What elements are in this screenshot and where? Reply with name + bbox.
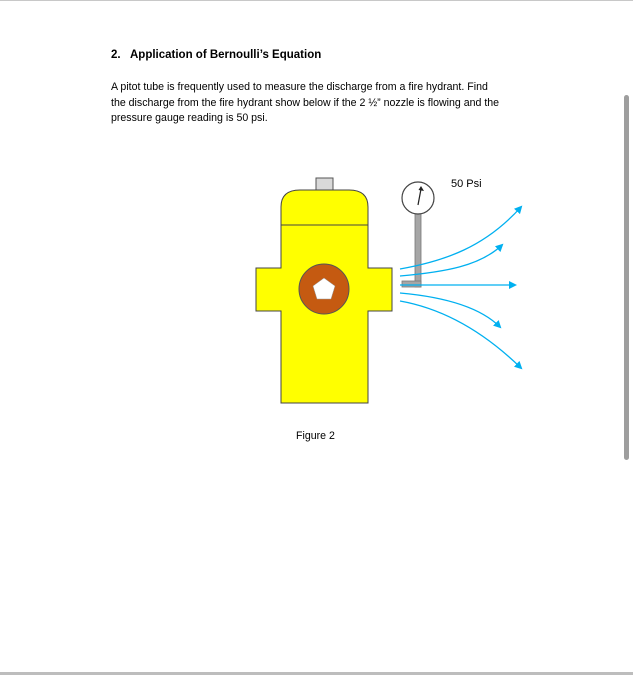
section-number: 2. [111,49,121,61]
problem-line-1: A pitot tube is frequently used to measure the discharge from a fire hydrant. Find [111,81,488,93]
problem-statement [111,80,551,127]
water-stream-5 [400,301,521,368]
fire-hydrant-figure [240,165,540,415]
vertical-scrollbar[interactable] [624,95,629,460]
water-stream-4 [400,293,500,327]
gauge-label: 50 Psi [451,178,482,190]
hydrant-bonnet [281,190,368,225]
pressure-gauge [402,182,434,214]
problem-line-3: pressure gauge reading is 50 psi. [111,112,268,124]
section-heading [111,49,321,61]
page-top-edge [0,0,633,1]
figure-caption: Figure 2 [296,430,335,442]
pitot-tube-tip [402,281,421,287]
problem-line-2: the discharge from the fire hydrant show below if the 2 ½” nozzle is flowing and the [111,96,500,109]
section-title: Application of Bernoulli’s Equation [130,49,322,61]
bonnet-nut [316,178,333,190]
pitot-tube [415,211,421,287]
